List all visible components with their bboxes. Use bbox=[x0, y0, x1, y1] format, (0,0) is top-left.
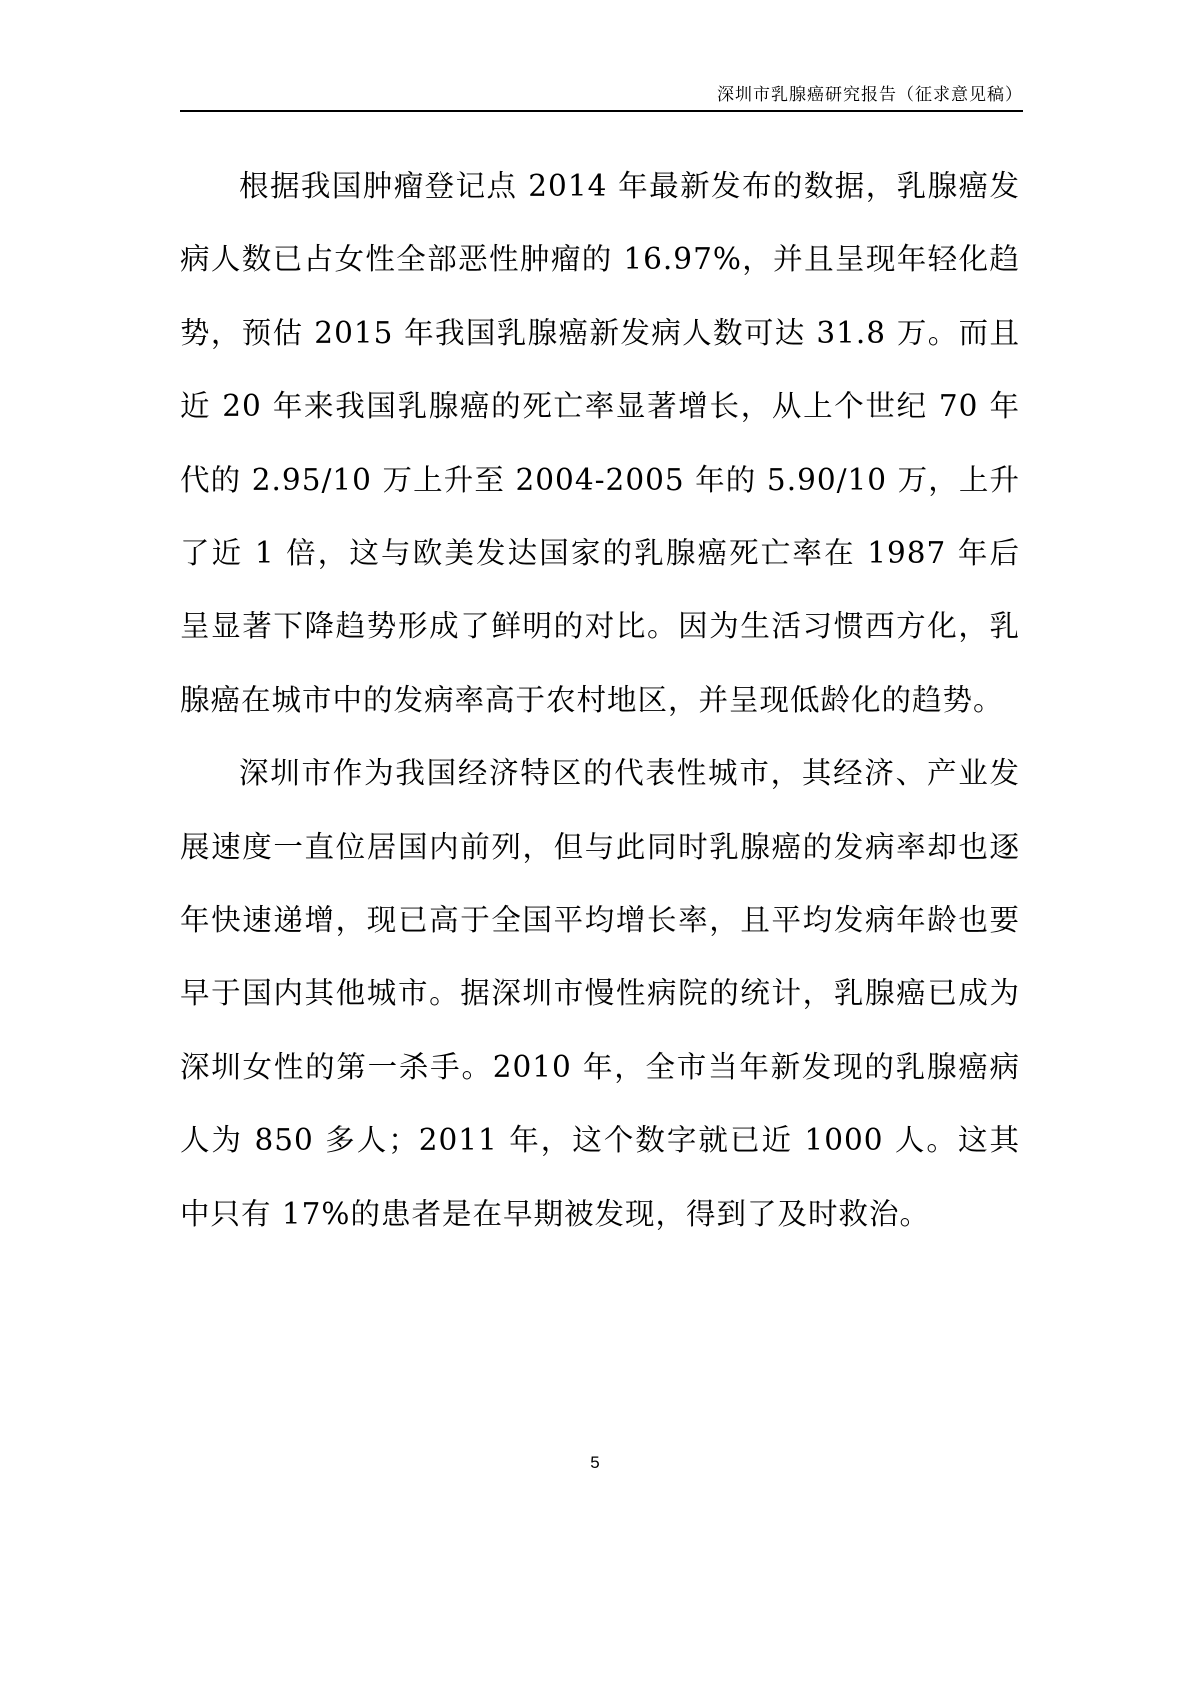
paragraph-2: 深圳市作为我国经济特区的代表性城市，其经济、产业发展速度一直位居国内前列，但与此同时乳腺癌的发病率却也逐年快速递增，现已高于全国平均增长率，且平均发病年龄也要早于国内其他城市。据深圳市慢性病院的统计，乳腺癌已成为深圳女性的第一杀手。2010 年，全市当年新发现的乳腺癌病人为 850 多人；2011 年，这个数字就已近 1000 人。这其中只有 17%的患者是在早期被发现，得到了及时救治。 bbox=[180, 756, 1020, 1231]
page-number: 5 bbox=[590, 1453, 600, 1472]
header-title: 深圳市乳腺癌研究报告（征求意见稿） bbox=[717, 85, 1023, 105]
paragraph-1: 根据我国肿瘤登记点 2014 年最新发布的数据，乳腺癌发病人数已占女性全部恶性肿瘤的 16.97%，并且呈现年轻化趋势，预估 2015 年我国乳腺癌新发病人数可达 31.8 万。而且近 20 年来我国乳腺癌的死亡率显著增长，从上个世纪 70 年代的 2.95/10 万上升至 2004-2005 年的 5.90/10 万，上升了近 1 倍，这与欧美发达国家的乳腺癌死亡率在 1987 年后呈显著下降趋势形成了鲜明的对比。因为生活习惯西方化，乳腺癌在城市中的发病率高于农村地区，并呈现低龄化的趋势。 bbox=[180, 169, 1020, 717]
page-header bbox=[180, 84, 1023, 112]
document-body bbox=[180, 150, 1020, 1251]
